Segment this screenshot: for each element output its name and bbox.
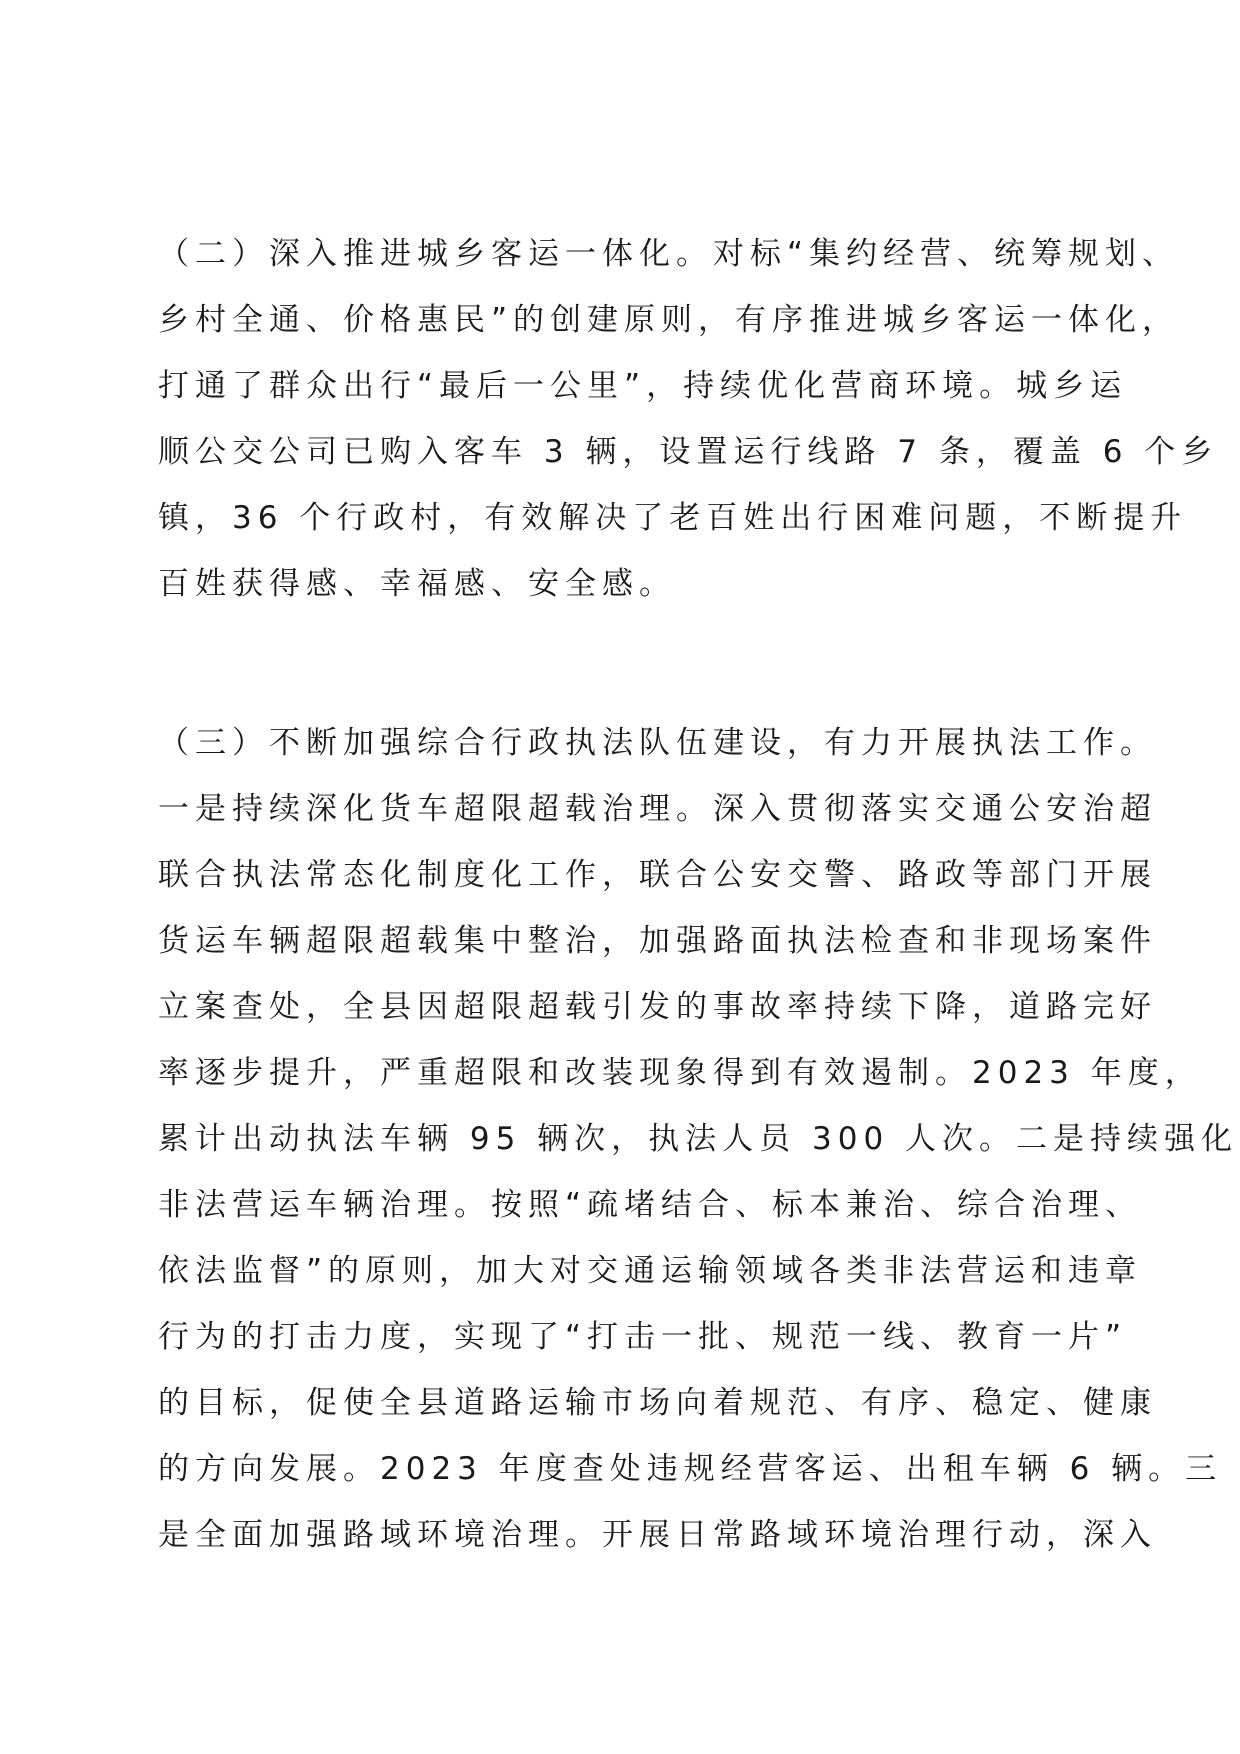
- paragraph-line: 货运车辆超限超载集中整治，加强路面执法检查和非现场案件: [158, 923, 1157, 959]
- paragraph-line: 率逐步提升，严重超限和改装现象得到有效遏制。2023 年度，: [158, 1055, 1202, 1091]
- paragraph-line: 累计出动执法车辆 95 辆次，执法人员 300 人次。二是持续强化: [158, 1121, 1239, 1157]
- paragraph-line: 顺公交公司已购入客车 3 辆，设置运行线路 7 条，覆盖 6 个乡: [158, 434, 1219, 470]
- paragraph-line: 行为的打击力度，实现了“打击一批、规范一线、教育一片”: [158, 1319, 1128, 1355]
- paragraph-line: （三）不断加强综合行政执法队伍建设，有力开展执法工作。: [158, 725, 1157, 761]
- paragraph-line: （二）深入推进城乡客运一体化。对标“集约经营、统筹规划、: [158, 236, 1180, 272]
- paragraph-law-enforcement: [158, 710, 1239, 1568]
- paragraph-line: 非法营运车辆治理。按照“疏堵结合、标本兼治、综合治理、: [158, 1187, 1143, 1223]
- paragraph-line: 一是持续深化货车超限超载治理。深入贯彻落实交通公安治超: [158, 791, 1157, 827]
- paragraph-line: 立案查处，全县因超限超载引发的事故率持续下降，道路完好: [158, 989, 1157, 1025]
- paragraph-line: 打通了群众出行“最后一公里”，持续优化营商环境。城乡运: [158, 368, 1128, 404]
- paragraph-urban-rural-passenger-transport: [158, 221, 1219, 617]
- paragraph-line: 的目标，促使全县道路运输市场向着规范、有序、稳定、健康: [158, 1385, 1157, 1421]
- paragraph-line: 联合执法常态化制度化工作，联合公安交警、路政等部门开展: [158, 857, 1157, 893]
- paragraph-line: 是全面加强路域环境治理。开展日常路域环境治理行动，深入: [158, 1517, 1157, 1553]
- paragraph-line: 镇，36 个行政村，有效解决了老百姓出行困难问题，不断提升: [158, 500, 1188, 536]
- paragraph-line: 的方向发展。2023 年度查处违规经营客运、出租车辆 6 辆。三: [158, 1451, 1223, 1487]
- paragraph-line: 百姓获得感、幸福感、安全感。: [158, 566, 676, 602]
- paragraph-line: 乡村全通、价格惠民”的创建原则，有序推进城乡客运一体化，: [158, 302, 1180, 338]
- paragraph-line: 依法监督”的原则，加大对交通运输领域各类非法营运和违章: [158, 1253, 1143, 1289]
